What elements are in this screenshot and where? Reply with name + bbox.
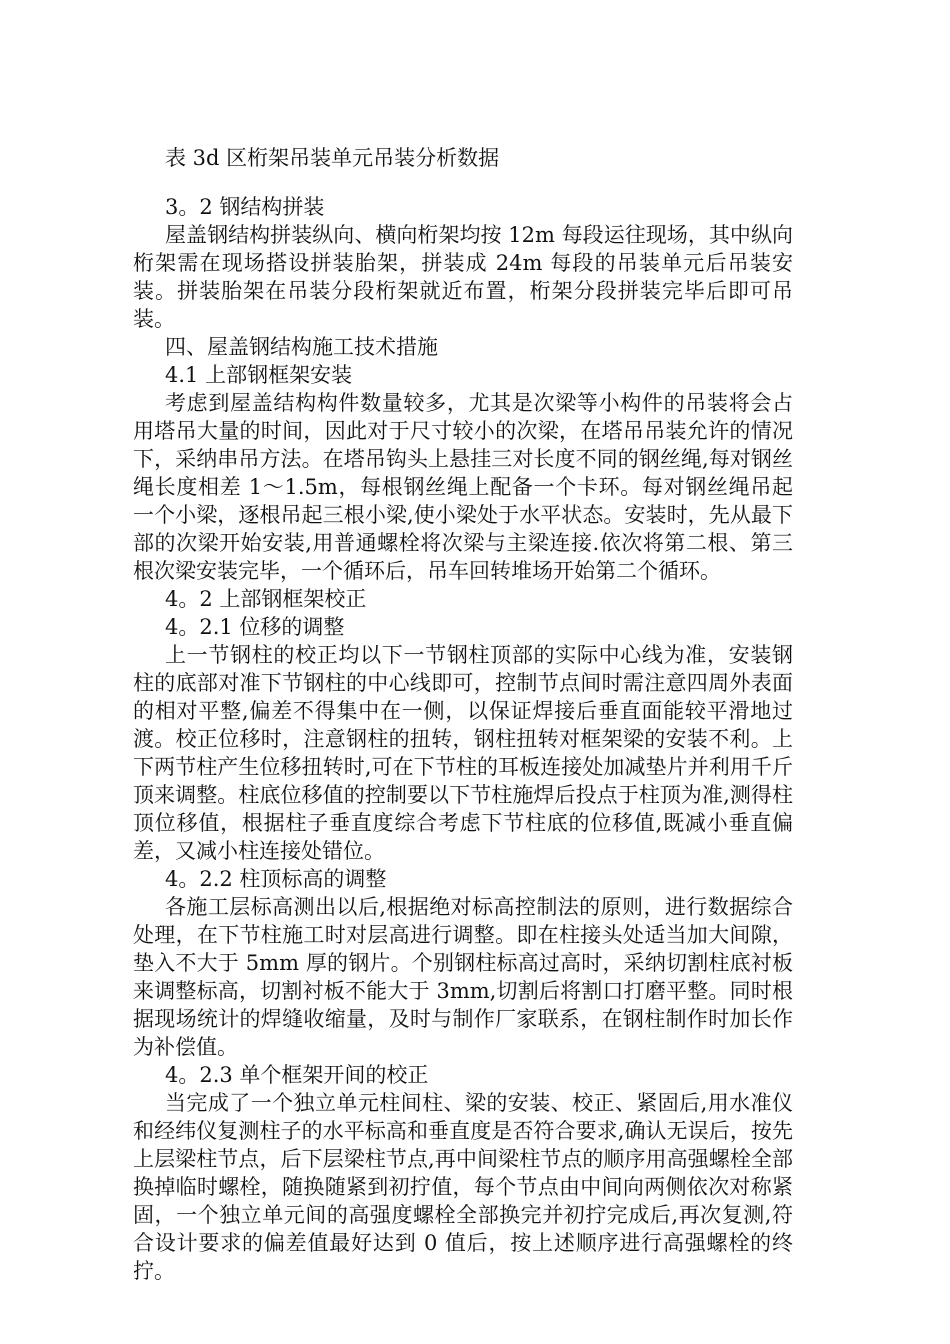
- section-3-2-heading: 3。2 钢结构拼装: [165, 195, 325, 219]
- table-caption: 表 3d 区桁架吊装单元吊装分析数据: [165, 146, 500, 170]
- section-4-2-1-paragraph: 上一节钢柱的校正均以下一节钢柱顶部的实际中心线为准，安装钢柱的底部对准下节钢柱的中心线即可，控制节点间时需注意四周外表面的相对平整,偏差不得集中在一侧，以保证焊接后垂直面能较平滑地过渡。校正位移时，注意钢柱的扭转，钢柱扭转对框架梁的安装不利。上下两节柱产生位移扭转时,可在下节柱的耳板连接处加减垫片并利用千斤顶来调整。柱底位移值的控制要以下节柱施焊后投点于柱顶为准,测得柱顶位移值，根据柱子垂直度综合考虑下节柱底的位移值,既减小垂直偏差，又减小柱连接处错位。: [133, 643, 793, 863]
- section-4-2-heading: 4。2 上部钢框架校正: [165, 587, 367, 611]
- section-4-2-3-heading: 4。2.3 单个框架开间的校正: [165, 1063, 429, 1087]
- section-4-heading: 四、屋盖钢结构施工技术措施: [165, 335, 438, 359]
- section-4-1-paragraph: 考虑到屋盖结构构件数量较多，尤其是次梁等小构件的吊装将会占用塔吊大量的时间，因此对于尺寸较小的次梁，在塔吊吊装允许的情况下，采纳串吊方法。在塔吊钩头上悬挂三对长度不同的钢丝绳,每对钢丝绳长度相差 1～1.5m，每根钢丝绳上配备一个卡环。每对钢丝绳吊起一个小梁，逐根吊起三根小梁,使小梁处于水平状态。安装时，先从最下部的次梁开始安装,用普通螺栓将次梁与主梁连接.依次将第二根、第三根次梁安装完毕，一个循环后，吊车回转堆场开始第二个循环。: [133, 391, 793, 583]
- section-4-2-3-paragraph: 当完成了一个独立单元柱间柱、梁的安装、校正、紧固后,用水准仪和经纬仪复测柱子的水平标高和垂直度是否符合要求,确认无误后，按先上层梁柱节点，后下层梁柱节点,再中间梁柱节点的顺序用高强螺栓全部换掉临时螺栓，随换随紧到初拧值，每个节点由中间向两侧依次对称紧固，一个独立单元间的高强度螺栓全部换完并初拧完成后,再次复测,符合设计要求的偏差值最好达到 0 值后，按上述顺序进行高强螺栓的终拧。: [133, 1091, 793, 1283]
- section-3-2-paragraph: 屋盖钢结构拼装纵向、横向桁架均按 12m 每段运往现场，其中纵向桁架需在现场搭设拼装胎架，拼装成 24m 每段的吊装单元后吊装安装。拼装胎架在吊装分段桁架就近布置，桁架分段拼装完毕后即可吊装。: [133, 223, 793, 331]
- section-4-2-1-heading: 4。2.1 位移的调整: [165, 615, 345, 639]
- document-page: [133, 144, 793, 1285]
- section-4-2-2-paragraph: 各施工层标高测出以后,根据绝对标高控制法的原则，进行数据综合处理，在下节柱施工时对层高进行调整。即在柱接头处适当加大间隙，垫入不大于 5mm 厚的钢片。个别钢柱标高过高时，采纳切割柱底衬板来调整标高，切割衬板不能大于 3mm,切割后将割口打磨平整。同时根据现场统计的焊缝收缩量，及时与制作厂家联系，在钢柱制作时加长作为补偿值。: [133, 895, 793, 1059]
- section-4-1-heading: 4.1 上部钢框架安装: [165, 363, 353, 387]
- section-4-2-2-heading: 4。2.2 柱顶标高的调整: [165, 867, 387, 891]
